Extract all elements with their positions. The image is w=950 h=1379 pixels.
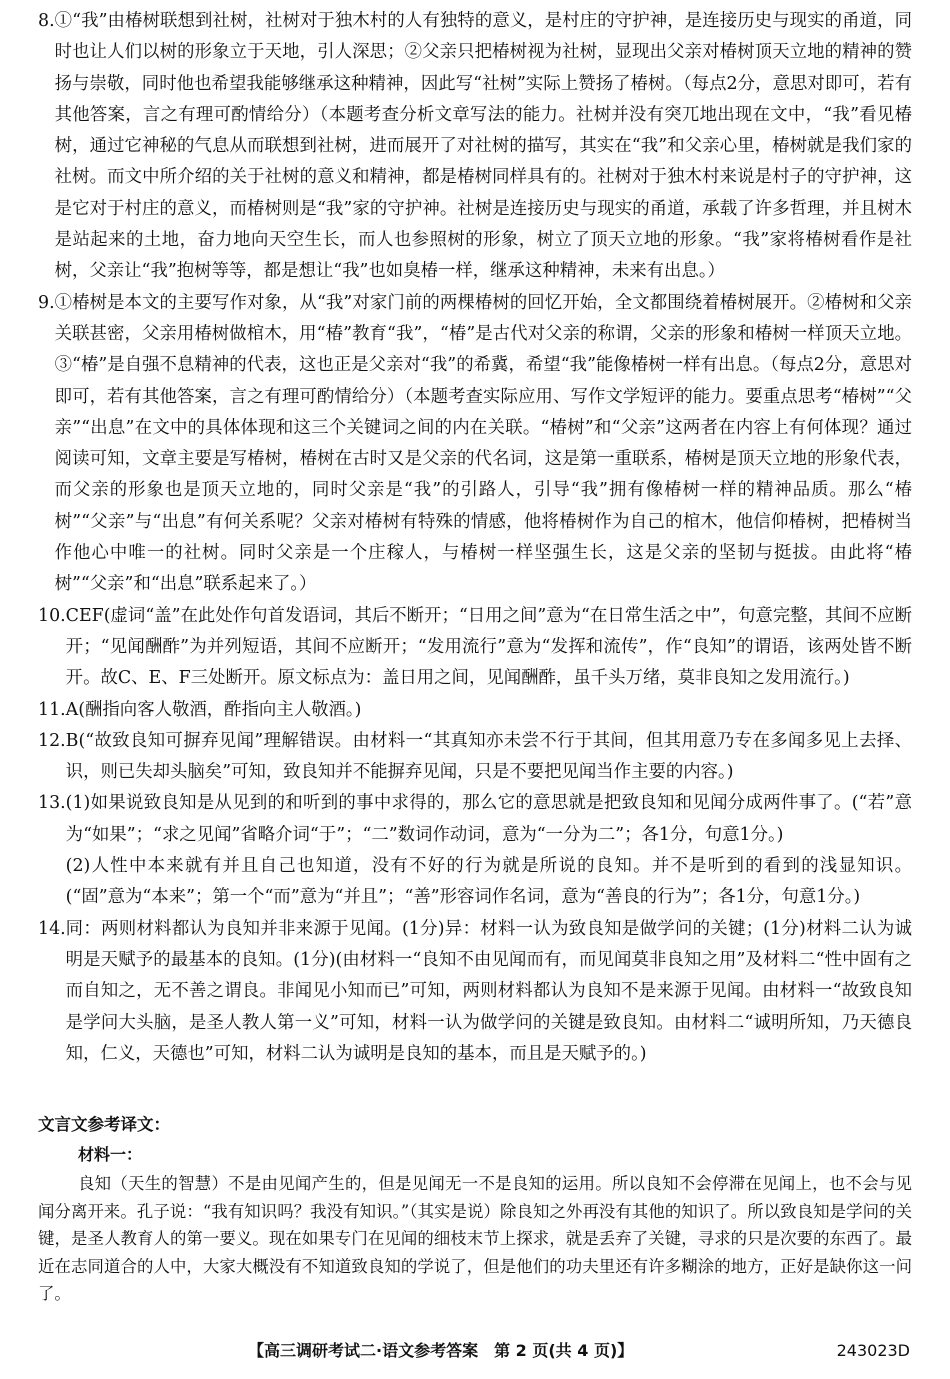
page-footer (0, 1336, 950, 1366)
answer-part-1: (1)如果说致良知是从见到的和听到的事中求得的，那么它的意思就是把致良知和见闻分成两件事了。(“若”意为“如果”；“求之见闻”省略介词“于”；“二”数词作动词，意为“一分为二”；各1分，句意1分。) (65, 793, 912, 845)
answer-number: 9. (38, 292, 55, 313)
answer-item-9 (38, 288, 912, 601)
material-one-translation: 良知（天生的智慧）不是由见闻产生的，但是见闻无一不是良知的运用。所以良知不会停滞在见闻上，也不会与见闻分离开来。孔子说：“我有知识吗？我没有知识。”（其实是说）除良知之外再没有其他的知识了。所以致良知是学问的关键，是圣人教育人的第一要义。现在如果专门在见闻的细枝末节上探求，就是丢弃了关键，寻求的只是次要的东西了。最近在志同道合的人中，大家大概没有不知道致良知的学说了，但是他们的功夫里还有许多糊涂的地方，正好是缺你这一问了。 (38, 1174, 912, 1304)
translation-heading: 文言文参考译文： (38, 1115, 170, 1134)
answer-text (66, 788, 912, 913)
material-one-title: 材料一： (78, 1145, 143, 1164)
answer-text: A(酬指向客人敬酒，酢指向主人敬酒。) (65, 699, 362, 720)
translation-section (38, 1110, 912, 1308)
answer-item-8 (38, 6, 912, 288)
answer-list (38, 6, 912, 1070)
answer-number: 10. (38, 605, 66, 626)
answer-text: CEF(虚词“盖”在此处作句首发语词，其后不断开；“日用之间”意为“在日常生活之中”，句意完整，其间不应断开；“见闻酬酢”为并列短语，其间不应断开；“发用流行”意为“发挥和流传”，作“良知”的谓语，该两处皆不断开。故C、E、F三处断开。原文标点为：盖日用之间，见闻酬酢，虽千头万绪，莫非良知之发用流行。) (65, 605, 912, 689)
answer-text: ①“我”由椿树联想到社树，社树对于独木村的人有独特的意义，是村庄的守护神，是连接历史与现实的甬道，同时也让人们以树的形象立于天地，引人深思；②父亲只把椿树视为社树，显现出父亲对椿树顶天立地的精神的赞扬与崇敬，同时他也希望我能够继承这种精神，因此写“社树”实际上赞扬了椿树。（每点2分，意思对即可，若有其他答案，言之有理可酌情给分）（本题考查分析文章写法的能力。社树并没有突兀地出现在文中，“我”看见椿树，通过它神秘的气息从而联想到社树，进而展开了对社树的描写，其实在“我”和父亲心里，椿树就是我们家的社树。而文中所介绍的关于社树的意义和精神，都是椿树同样具有的。社树对于独木村来说是村子的守护神，这是它对于村庄的意义，而椿树则是“我”家的守护神。社树是连接历史与现实的甬道，承载了许多哲理，并且树木是站起来的土地，奋力地向天空生长，而人也参照树的形象，树立了顶天立地的形象。“我”家将椿树看作是社树，父亲让“我”抱树等等，都是想让“我”也如臭椿一样，继承这种精神，未来有出息。） (54, 11, 912, 282)
answer-text: ①椿树是本文的主要写作对象，从“我”对家门前的两棵椿树的回忆开始，全文都围绕着椿树展开。②椿树和父亲关联甚密，父亲用椿树做棺木，用“椿”教育“我”，“椿”是古代对父亲的称谓，父亲的形象和椿树一样顶天立地。③“椿”是自强不息精神的代表，这也正是父亲对“我”的希冀，希望“我”能像椿树一样有出息。（每点2分，意思对即可，若有其他答案，言之有理可酌情给分）（本题考查实际应用、写作文学短评的能力。要重点思考“椿树”“父亲”“出息”在文中的具体体现和这三个关键词之间的内在关联。“椿树”和“父亲”这两者在内容上有何体现？通过阅读可知，文章主要是写椿树，椿树在古时又是父亲的代名词，这是第一重联系，椿树是顶天立地的形象代表，而父亲的形象也是顶天立地的，同时父亲是“我”的引路人，引导“我”拥有像椿树一样的精神品质。那么“椿树”“父亲”与“出息”有何关系呢？父亲对椿树有特殊的情感，他将椿树作为自己的棺木，他信仰椿树，把椿树当作他心中唯一的社树。同时父亲是一个庄稼人，与椿树一样坚强生长，这是父亲的坚韧与挺拔。由此将“椿树”“父亲”和“出息”联系起来了。） (54, 292, 912, 595)
footer-code: 243023D (836, 1341, 910, 1360)
answer-text: B(“故致良知可摒弃见闻”理解错误。由材料一“其真知亦未尝不行于其间，但其用意乃专在多闻多见上去择、识，则已失却头脑矣”可知，致良知并不能摒弃见闻，只是不要把见闻当作主要的内容。) (65, 730, 912, 783)
answer-number: 14. (38, 918, 66, 939)
answer-number: 12. (38, 730, 66, 751)
answer-item-14 (38, 914, 912, 1070)
answer-item-10 (38, 601, 912, 695)
answer-number: 8. (38, 11, 55, 31)
answer-item-13 (38, 788, 912, 913)
answer-part-2: (2)人性中本来就有并且自己也知道，没有不好的行为就是所说的良知。并不是听到的看到的浅显知识。(“固”意为“本来”；第一个“而”意为“并且”；“善”形容词作名词，意为“善良的行为”；各1分，句意1分。) (65, 856, 912, 908)
answer-item-12 (38, 726, 912, 789)
answer-number: 13. (38, 793, 66, 814)
answer-number: 11. (38, 699, 66, 720)
answer-text: 同：两则材料都认为良知并非来源于见闻。(1分)异：材料一认为致良知是做学问的关键；(1分)材料二认为诚明是天赋予的最基本的良知。(1分)(由材料一“良知不由见闻而有，而见闻莫非良知之用”及材料二“性中固有之而自知之，无不善之谓良。非闻见小知而已”可知，两则材料都认为良知不是来源于见闻。由材料一“故致良知是学问大头脑，是圣人教人第一义”可知，材料一认为做学问的关键是致良知。由材料二“诚明所知，乃天德良知，仁义，天德也”可知，材料二认为诚明是良知的基本，而且是天赋予的。) (65, 918, 912, 1064)
answer-item-11 (38, 695, 912, 726)
footer-title: 【高三调研考试二·语文参考答案 第 2 页(共 4 页)】 (248, 1341, 634, 1360)
